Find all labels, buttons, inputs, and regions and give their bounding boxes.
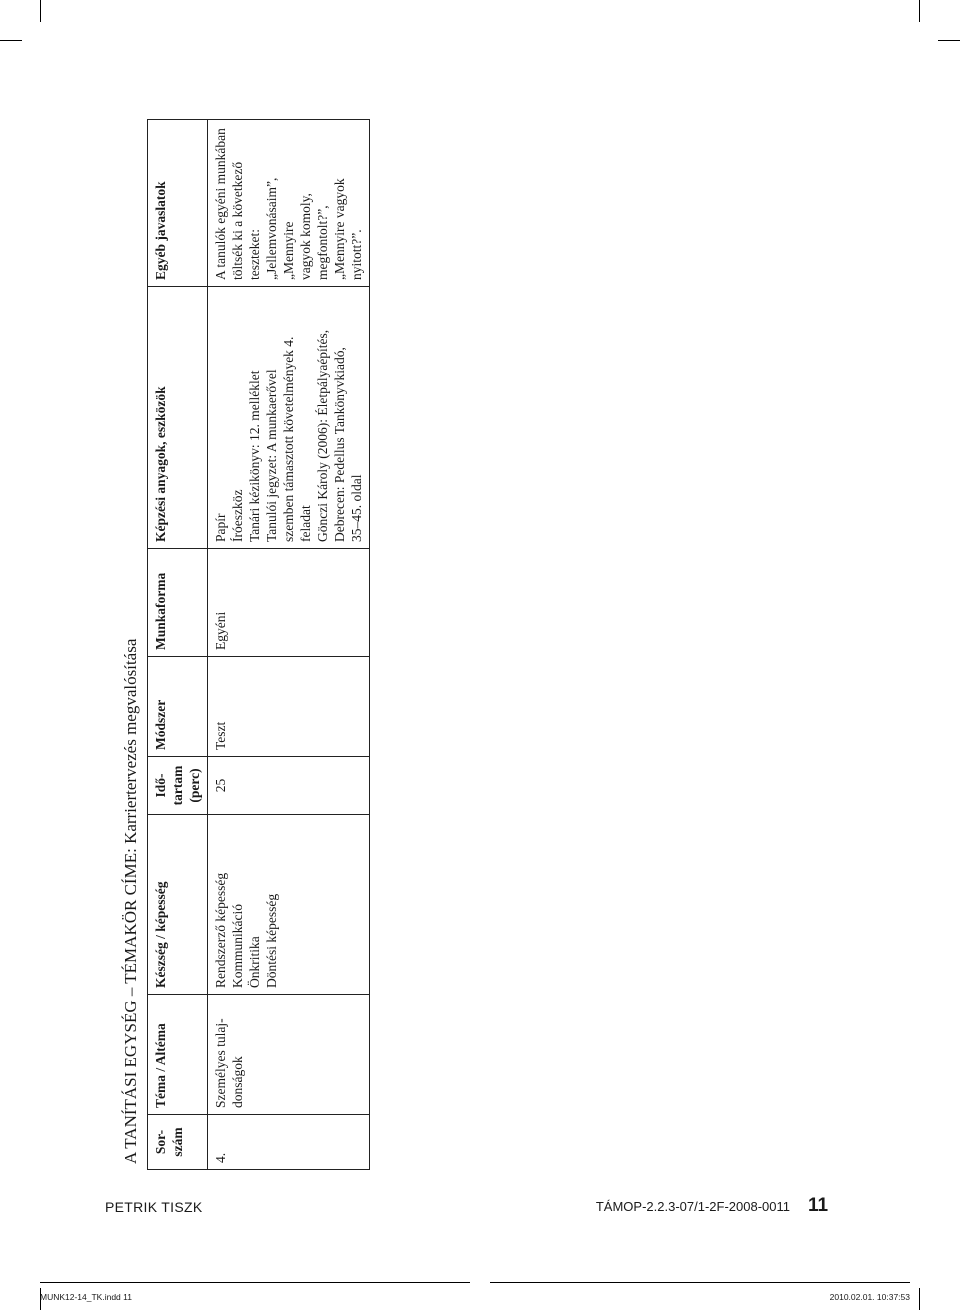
crop-mark-bottom-right: [919, 1288, 920, 1310]
header-idotartam: Idő- tartam (perc): [148, 757, 208, 815]
slug-timestamp: 2010.02.01. 10:37:53: [490, 1282, 910, 1311]
header-egyeb: Egyéb javaslatok: [148, 120, 208, 287]
crop-mark-top-left: [40, 0, 41, 22]
header-tema: Téma / Altéma: [148, 995, 208, 1115]
slug-filename: MUNK12-14_TK.indd 11: [40, 1282, 470, 1311]
header-sorszam: Sor- szám: [148, 1115, 208, 1170]
cell-egyeb: A tanulók egyéni munkában töltsék ki a következő teszteket: „Jellemvonásaim”, „Mennyire vagyok komoly, megfontolt?”, „Mennyire vagyok nyitott?”.: [208, 120, 370, 287]
cell-keszseg: Rendszerző képesség Kommunikáció Önkritika Döntési képesség: [208, 815, 370, 995]
crop-mark-right-top: [938, 40, 960, 41]
header-keszseg: Készség / képesség: [148, 815, 208, 995]
cell-modszer: Teszt: [208, 657, 370, 757]
cell-idotartam: 25: [208, 757, 370, 815]
table-row: [208, 120, 370, 1170]
rotated-content: [115, 120, 364, 1170]
lesson-plan-table: [147, 119, 370, 1170]
page-title: A TANÍTÁSI EGYSÉG – TÉMAKÖR CÍME: Karriertervezés megvalósítása: [121, 638, 140, 1164]
crop-mark-left-top: [0, 40, 22, 41]
header-anyagok: Képzési anyagok, eszközök: [148, 287, 208, 549]
crop-mark-top-right: [919, 0, 920, 22]
footer-publisher: PETRIK TISZK: [105, 1199, 203, 1215]
table-header-row: [148, 120, 208, 1170]
cell-munkaforma: Egyéni: [208, 549, 370, 657]
page-number: 11: [808, 1195, 829, 1216]
header-munkaforma: Munkaforma: [148, 549, 208, 657]
cell-anyagok: Papír Íróeszköz Tanári kézikönyv: 12. melléklet Tanulói jegyzet: A munkaerővel szemben támasztott követelmények 4. feladat Gönczi Károly (2006): Életpályaépítés, Debrecen: Pedellus Tankönyvkiadó, 35–45. oldal: [208, 287, 370, 549]
footer-project-code: TÁMOP-2.2.3-07/1-2F-2008-0011: [595, 1199, 790, 1214]
header-modszer: Módszer: [148, 657, 208, 757]
cell-sorszam: 4.: [208, 1115, 370, 1170]
cell-tema: Személyes tulaj- donságok: [208, 995, 370, 1115]
